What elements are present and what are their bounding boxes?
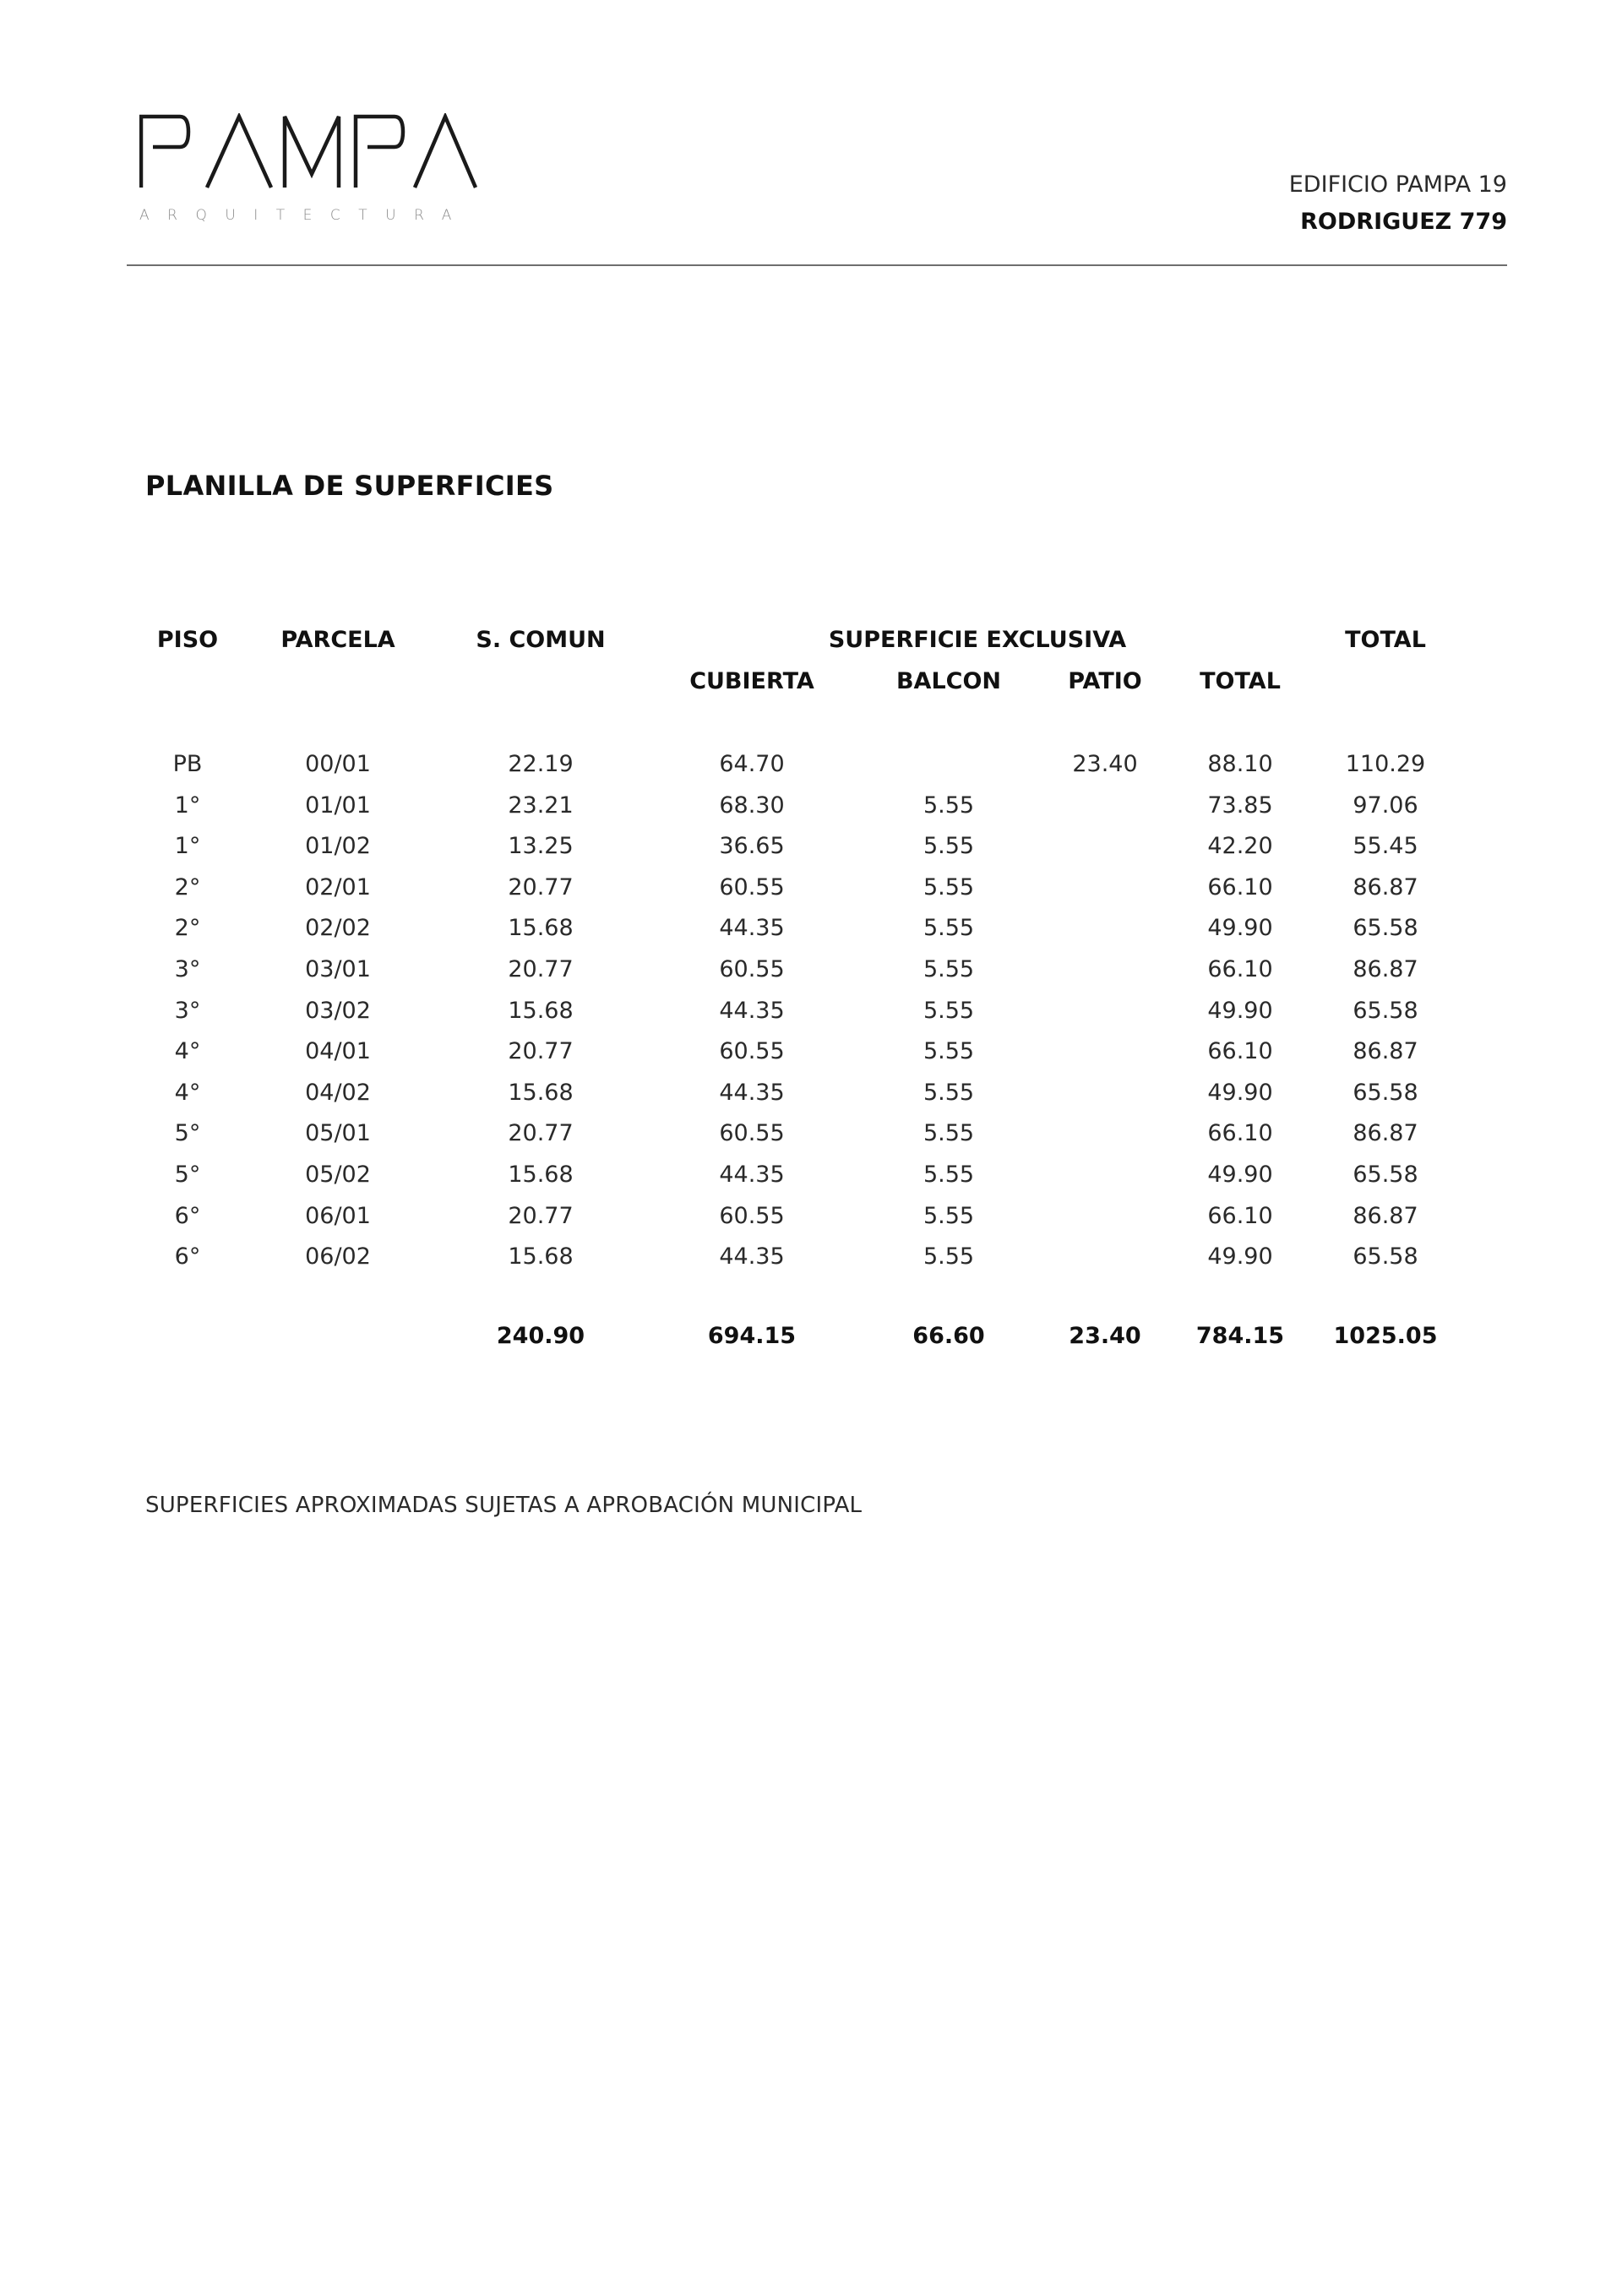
cell-parcela: 01/02 xyxy=(305,833,371,860)
cell-s-comun: 22.19 xyxy=(508,751,574,777)
cell-balcon: 5.55 xyxy=(923,1120,975,1147)
cell-piso: 5° xyxy=(174,1120,201,1147)
cell-balcon: 5.55 xyxy=(923,873,975,900)
cell-excl-total: 66.10 xyxy=(1207,1038,1273,1065)
cell-balcon: 5.55 xyxy=(923,1243,975,1270)
cell-parcela: 00/01 xyxy=(305,751,371,777)
cell-total: 97.06 xyxy=(1353,792,1418,819)
cell-parcela: 03/02 xyxy=(305,997,371,1024)
cell-parcela: 06/01 xyxy=(305,1202,371,1229)
cell-total: 65.58 xyxy=(1353,1162,1418,1188)
cell-cubierta: 68.30 xyxy=(719,792,785,819)
cell-s-comun: 13.25 xyxy=(508,833,574,860)
total-patio: 23.40 xyxy=(1069,1323,1141,1349)
cell-s-comun: 20.77 xyxy=(508,1120,574,1147)
cell-parcela: 06/02 xyxy=(305,1243,371,1270)
cell-s-comun: 15.68 xyxy=(508,1243,574,1270)
cell-cubierta: 60.55 xyxy=(719,1120,785,1147)
project-info xyxy=(1289,166,1507,241)
header-divider xyxy=(127,264,1507,266)
cell-piso: 4° xyxy=(174,1038,201,1065)
cell-piso: 4° xyxy=(174,1079,201,1106)
cell-excl-total: 66.10 xyxy=(1207,1120,1273,1147)
cell-s-comun: 15.68 xyxy=(508,915,574,942)
cell-parcela: 03/01 xyxy=(305,956,371,982)
cell-excl-total: 73.85 xyxy=(1207,792,1273,819)
cell-cubierta: 60.55 xyxy=(719,873,785,900)
cell-s-comun: 20.77 xyxy=(508,1202,574,1229)
cell-cubierta: 60.55 xyxy=(719,956,785,982)
cell-piso: PB xyxy=(172,751,203,777)
cell-balcon: 5.55 xyxy=(923,956,975,982)
cell-excl-total: 66.10 xyxy=(1207,1202,1273,1229)
cell-patio: 23.40 xyxy=(1072,751,1138,777)
cell-parcela: 05/02 xyxy=(305,1162,371,1188)
total-exclusive: 784.15 xyxy=(1195,1323,1285,1349)
cell-s-comun: 15.68 xyxy=(508,1079,574,1106)
cell-cubierta: 44.35 xyxy=(719,997,785,1024)
cell-balcon: 5.55 xyxy=(923,997,975,1024)
cell-piso: 1° xyxy=(174,792,201,819)
cell-balcon: 5.55 xyxy=(923,1202,975,1229)
header-total: TOTAL xyxy=(1345,627,1426,653)
cell-excl-total: 49.90 xyxy=(1207,1243,1273,1270)
cell-piso: 6° xyxy=(174,1202,201,1229)
header-superficie-exclusiva: SUPERFICIE EXCLUSIVA xyxy=(828,627,1127,653)
cell-parcela: 02/02 xyxy=(305,915,371,942)
cell-s-comun: 20.77 xyxy=(508,956,574,982)
header-cubierta: CUBIERTA xyxy=(689,668,814,694)
cell-excl-total: 66.10 xyxy=(1207,956,1273,982)
cell-balcon: 5.55 xyxy=(923,915,975,942)
cell-piso: 2° xyxy=(174,873,201,900)
cell-total: 86.87 xyxy=(1353,1202,1418,1229)
cell-piso: 6° xyxy=(174,1243,201,1270)
cell-parcela: 01/01 xyxy=(305,792,371,819)
cell-total: 86.87 xyxy=(1353,956,1418,982)
header-parcela: PARCELA xyxy=(280,627,395,653)
header-s-comun: S. COMUN xyxy=(476,627,606,653)
cell-total: 86.87 xyxy=(1353,873,1418,900)
project-address: RODRIGUEZ 779 xyxy=(1300,209,1507,235)
project-name: EDIFICIO PAMPA 19 xyxy=(1288,171,1507,198)
cell-excl-total: 49.90 xyxy=(1207,915,1273,942)
cell-total: 86.87 xyxy=(1353,1120,1418,1147)
cell-piso: 3° xyxy=(174,956,201,982)
cell-cubierta: 44.35 xyxy=(719,1079,785,1106)
cell-parcela: 02/01 xyxy=(305,873,371,900)
cell-total: 65.58 xyxy=(1353,997,1418,1024)
cell-excl-total: 49.90 xyxy=(1207,1162,1273,1188)
header-balcon: BALCON xyxy=(895,668,1002,694)
cell-parcela: 04/01 xyxy=(305,1038,371,1065)
cell-total: 65.58 xyxy=(1353,915,1418,942)
header-piso: PISO xyxy=(156,627,219,653)
section-title: PLANILLA DE SUPERFICIES xyxy=(145,470,554,502)
cell-piso: 3° xyxy=(174,997,201,1024)
cell-cubierta: 64.70 xyxy=(719,751,785,777)
cell-balcon: 5.55 xyxy=(923,833,975,860)
cell-cubierta: 44.35 xyxy=(719,1162,785,1188)
cell-parcela: 05/01 xyxy=(305,1120,371,1147)
cell-balcon: 5.55 xyxy=(923,1162,975,1188)
total-cubierta: 694.15 xyxy=(707,1323,797,1349)
cell-piso: 5° xyxy=(174,1162,201,1188)
cell-balcon: 5.55 xyxy=(923,1038,975,1065)
cell-piso: 2° xyxy=(174,915,201,942)
cell-excl-total: 42.20 xyxy=(1207,833,1273,860)
cell-cubierta: 36.65 xyxy=(719,833,785,860)
brand-logo xyxy=(139,113,477,231)
cell-cubierta: 60.55 xyxy=(719,1038,785,1065)
cell-s-comun: 20.77 xyxy=(508,873,574,900)
cell-cubierta: 60.55 xyxy=(719,1202,785,1229)
cell-total: 110.29 xyxy=(1345,751,1426,777)
total-grand: 1025.05 xyxy=(1333,1323,1438,1349)
header-patio: PATIO xyxy=(1068,668,1142,694)
cell-cubierta: 44.35 xyxy=(719,915,785,942)
cell-cubierta: 44.35 xyxy=(719,1243,785,1270)
cell-total: 65.58 xyxy=(1353,1243,1418,1270)
cell-excl-total: 49.90 xyxy=(1207,1079,1273,1106)
cell-balcon: 5.55 xyxy=(923,1079,975,1106)
cell-total: 55.45 xyxy=(1353,833,1418,860)
cell-s-comun: 15.68 xyxy=(508,997,574,1024)
cell-excl-total: 49.90 xyxy=(1207,997,1273,1024)
total-balcon: 66.60 xyxy=(912,1323,985,1349)
cell-total: 65.58 xyxy=(1353,1079,1418,1106)
cell-s-comun: 20.77 xyxy=(508,1038,574,1065)
cell-s-comun: 15.68 xyxy=(508,1162,574,1188)
cell-total: 86.87 xyxy=(1353,1038,1418,1065)
logo-wordmark xyxy=(139,113,477,189)
header-exclusive-total: TOTAL xyxy=(1200,668,1281,694)
logo-subtitle: ARQUITECTURA xyxy=(139,207,470,224)
footnote: SUPERFICIES APROXIMADAS SUJETAS A APROBACIÓN MUNICIPAL xyxy=(145,1493,863,1518)
cell-excl-total: 88.10 xyxy=(1207,751,1273,777)
cell-s-comun: 23.21 xyxy=(508,792,574,819)
cell-balcon: 5.55 xyxy=(923,792,975,819)
cell-excl-total: 66.10 xyxy=(1207,873,1273,900)
cell-piso: 1° xyxy=(174,833,201,860)
cell-parcela: 04/02 xyxy=(305,1079,371,1106)
total-s-comun: 240.90 xyxy=(496,1323,585,1349)
